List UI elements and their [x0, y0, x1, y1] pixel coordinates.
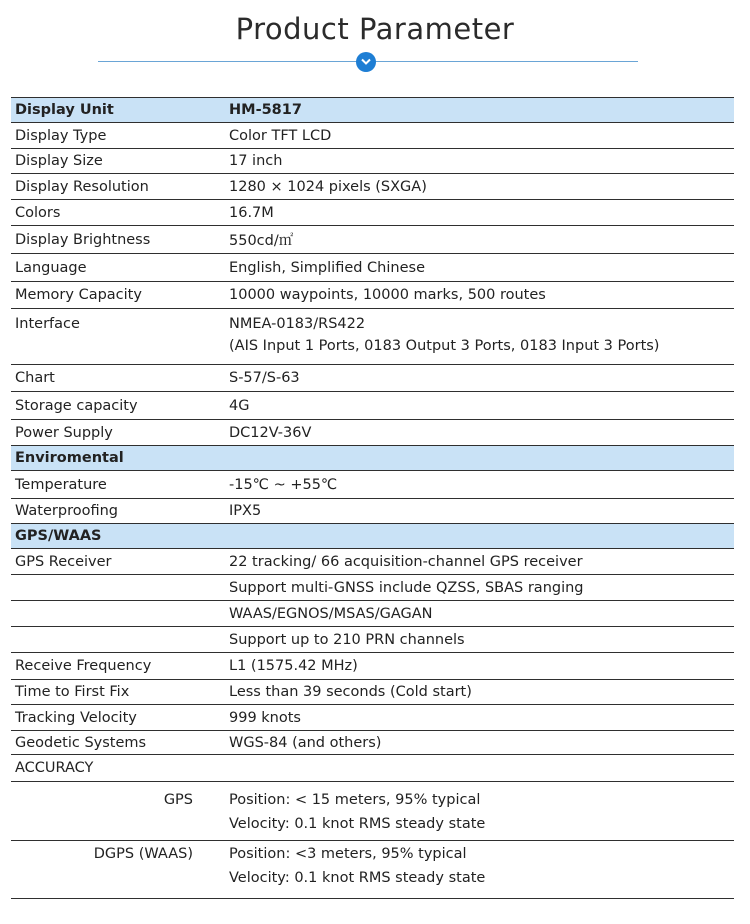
table-row	[11, 731, 734, 755]
table-row	[11, 254, 734, 282]
row-label: Language	[11, 254, 221, 282]
row-label: Storage capacity	[11, 392, 221, 420]
row-label: GPS Receiver	[11, 549, 221, 575]
row-value: L1 (1575.42 MHz)	[221, 653, 734, 680]
row-label: Enviromental	[11, 446, 221, 471]
table-row	[11, 226, 734, 254]
row-value: 999 knots	[221, 705, 734, 731]
row-label: GPS/WAAS	[11, 524, 221, 549]
row-value: 17 inch	[221, 149, 734, 174]
table-row	[11, 365, 734, 392]
row-value	[221, 446, 734, 471]
row-label: DGPS (WAAS)	[11, 841, 221, 899]
table-row	[11, 601, 734, 627]
row-value	[221, 841, 734, 899]
table-row-section	[11, 98, 734, 123]
row-value: Color TFT LCD	[221, 123, 734, 149]
row-value: 10000 waypoints, 10000 marks, 500 routes	[221, 282, 734, 309]
table-row	[11, 149, 734, 174]
table-row	[11, 499, 734, 524]
table-row	[11, 653, 734, 680]
row-value: DC12V-36V	[221, 420, 734, 446]
table-row	[11, 627, 734, 653]
row-label	[11, 601, 221, 627]
row-label: Receive Frequency	[11, 653, 221, 680]
table-row	[11, 123, 734, 149]
row-value: S-57/S-63	[221, 365, 734, 392]
row-label: Memory Capacity	[11, 282, 221, 309]
row-label: Colors	[11, 200, 221, 226]
row-value	[221, 782, 734, 841]
row-value-line-1: NMEA-0183/RS422	[229, 316, 366, 332]
table-row-section	[11, 524, 734, 549]
row-label: ACCURACY	[11, 755, 221, 782]
row-value: 22 tracking/ 66 acquisition-channel GPS receiver	[221, 549, 734, 575]
table-row	[11, 755, 734, 782]
row-value: 4G	[221, 392, 734, 420]
row-value: HM-5817	[221, 98, 734, 123]
row-label: Geodetic Systems	[11, 731, 221, 755]
row-label: Display Brightness	[11, 226, 221, 254]
row-label: Display Unit	[11, 98, 221, 123]
row-value: 16.7M	[221, 200, 734, 226]
row-value: English, Simplified Chinese	[221, 254, 734, 282]
row-label: GPS	[11, 782, 221, 841]
row-value-line-2: Velocity: 0.1 knot RMS steady state	[229, 816, 486, 832]
row-value: 1280 × 1024 pixels (SXGA)	[221, 174, 734, 200]
row-label: Chart	[11, 365, 221, 392]
chevron-down-icon	[356, 52, 376, 72]
table-row	[11, 549, 734, 575]
row-label: Interface	[11, 309, 221, 365]
table-row	[11, 309, 734, 365]
page-title: Product Parameter	[235, 12, 515, 46]
row-value: WGS-84 (and others)	[221, 731, 734, 755]
row-value: Less than 39 seconds (Cold start)	[221, 680, 734, 705]
row-value-line-1: Position: <3 meters, 95% typical	[229, 846, 467, 862]
row-value	[221, 524, 734, 549]
row-label: Tracking Velocity	[11, 705, 221, 731]
row-label: Time to First Fix	[11, 680, 221, 705]
row-value: Support up to 210 PRN channels	[221, 627, 734, 653]
spec-table	[11, 97, 734, 899]
row-value: IPX5	[221, 499, 734, 524]
row-value-line-2: (AIS Input 1 Ports, 0183 Output 3 Ports, 0183 Input 3 Ports)	[229, 338, 660, 354]
row-value	[221, 309, 734, 365]
row-label	[11, 575, 221, 601]
row-value: Support multi-GNSS include QZSS, SBAS ranging	[221, 575, 734, 601]
table-row	[11, 420, 734, 446]
table-row	[11, 200, 734, 226]
row-value: 550cd/㎡	[221, 226, 734, 254]
row-label: Power Supply	[11, 420, 221, 446]
table-row	[11, 841, 734, 899]
row-label: Display Size	[11, 149, 221, 174]
row-value: -15℃ ~ +55℃	[221, 471, 734, 499]
row-label: Display Resolution	[11, 174, 221, 200]
row-value-line-1: Position: < 15 meters, 95% typical	[229, 792, 481, 808]
table-row	[11, 392, 734, 420]
table-row	[11, 282, 734, 309]
row-label	[11, 627, 221, 653]
row-label: Temperature	[11, 471, 221, 499]
table-row	[11, 575, 734, 601]
row-value-line-2: Velocity: 0.1 knot RMS steady state	[229, 870, 486, 886]
table-row-section	[11, 446, 734, 471]
table-row	[11, 680, 734, 705]
row-label: Waterproofing	[11, 499, 221, 524]
row-value	[221, 755, 734, 782]
table-row	[11, 174, 734, 200]
row-label: Display Type	[11, 123, 221, 149]
table-row	[11, 705, 734, 731]
table-row	[11, 471, 734, 499]
table-row	[11, 782, 734, 841]
row-value: WAAS/EGNOS/MSAS/GAGAN	[221, 601, 734, 627]
